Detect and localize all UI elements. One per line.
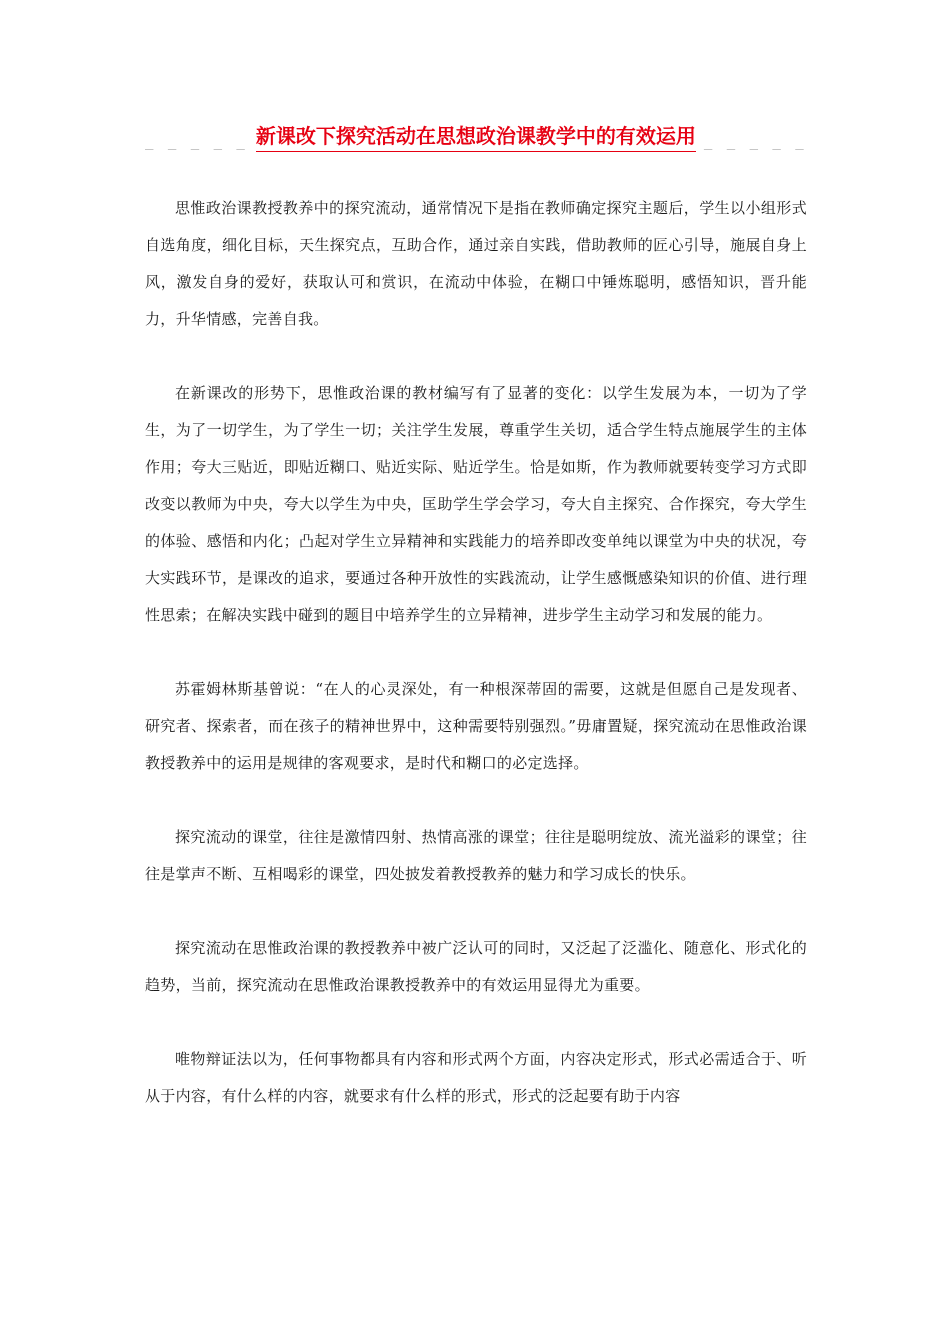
paragraph-1: 思惟政治课教授教养中的探究流动，通常情况下是指在教师确定探究主题后，学生以小组形式自选角度，细化目标，天生探究点，互助合作，通过亲自实践，借助教师的匠心引导，施展自身上风，激发自身的爱好，获取认可和赏识，在流动中体验，在糊口中锤炼聪明，感悟知识，晋升能力，升华情感，完善自我。 <box>145 199 807 328</box>
paragraph-4: 探究流动的课堂，往往是激情四射、热情高涨的课堂；往往是聪明绽放、流光溢彩的课堂；往往是掌声不断、互相喝彩的课堂，四处披发着教授教养的魅力和学习成长的快乐。 <box>145 828 807 883</box>
document-title: 新课改下探究活动在思想政治课教学中的有效运用 <box>256 122 696 152</box>
title-left-dashes: _ _ _ _ _ <box>145 134 248 150</box>
title-row <box>145 122 805 152</box>
paragraph-3: 苏霍姆林斯基曾说：“在人的心灵深处，有一种根深蒂固的需要，这就是但愿自己是发现者、研究者、探索者，而在孩子的精神世界中，这种需要特别强烈。”毋庸置疑，探究流动在思惟政治课教授教养中的运用是规律的客观要求，是时代和糊口的必定选择。 <box>145 680 807 772</box>
paragraph-2: 在新课改的形势下，思惟政治课的教材编写有了显著的变化：以学生发展为本，一切为了学生，为了一切学生，为了学生一切；关注学生发展，尊重学生关切，适合学生特点施展学生的主体作用；夸大三贴近，即贴近糊口、贴近实际、贴近学生。恰是如斯，作为教师就要转变学习方式即改变以教师为中央，夸大以学生为中央，匡助学生学会学习，夸大自主探究、合作探究，夸大学生的体验、感悟和内化；凸起对学生立异精神和实践能力的培养即改变单纯以课堂为中央的状况，夸大实践环节，是课改的追求，要通过各种开放性的实践流动，让学生感慨感染知识的价值、进行理性思索；在解决实践中碰到的题目中培养学生的立异精神，进步学生主动学习和发展的能力。 <box>145 384 807 624</box>
document-body <box>145 190 807 1152</box>
paragraph-6: 唯物辩证法以为，任何事物都具有内容和形式两个方面，内容决定形式，形式必需适合于、听从于内容，有什么样的内容，就要求有什么样的形式，形式的泛起要有助于内容 <box>145 1050 807 1105</box>
title-right-dashes: _ _ _ _ _ <box>703 134 807 150</box>
paragraph-5: 探究流动在思惟政治课的教授教养中被广泛认可的同时，又泛起了泛滥化、随意化、形式化的趋势，当前，探究流动在思惟政治课教授教养中的有效运用显得尤为重要。 <box>145 939 807 994</box>
